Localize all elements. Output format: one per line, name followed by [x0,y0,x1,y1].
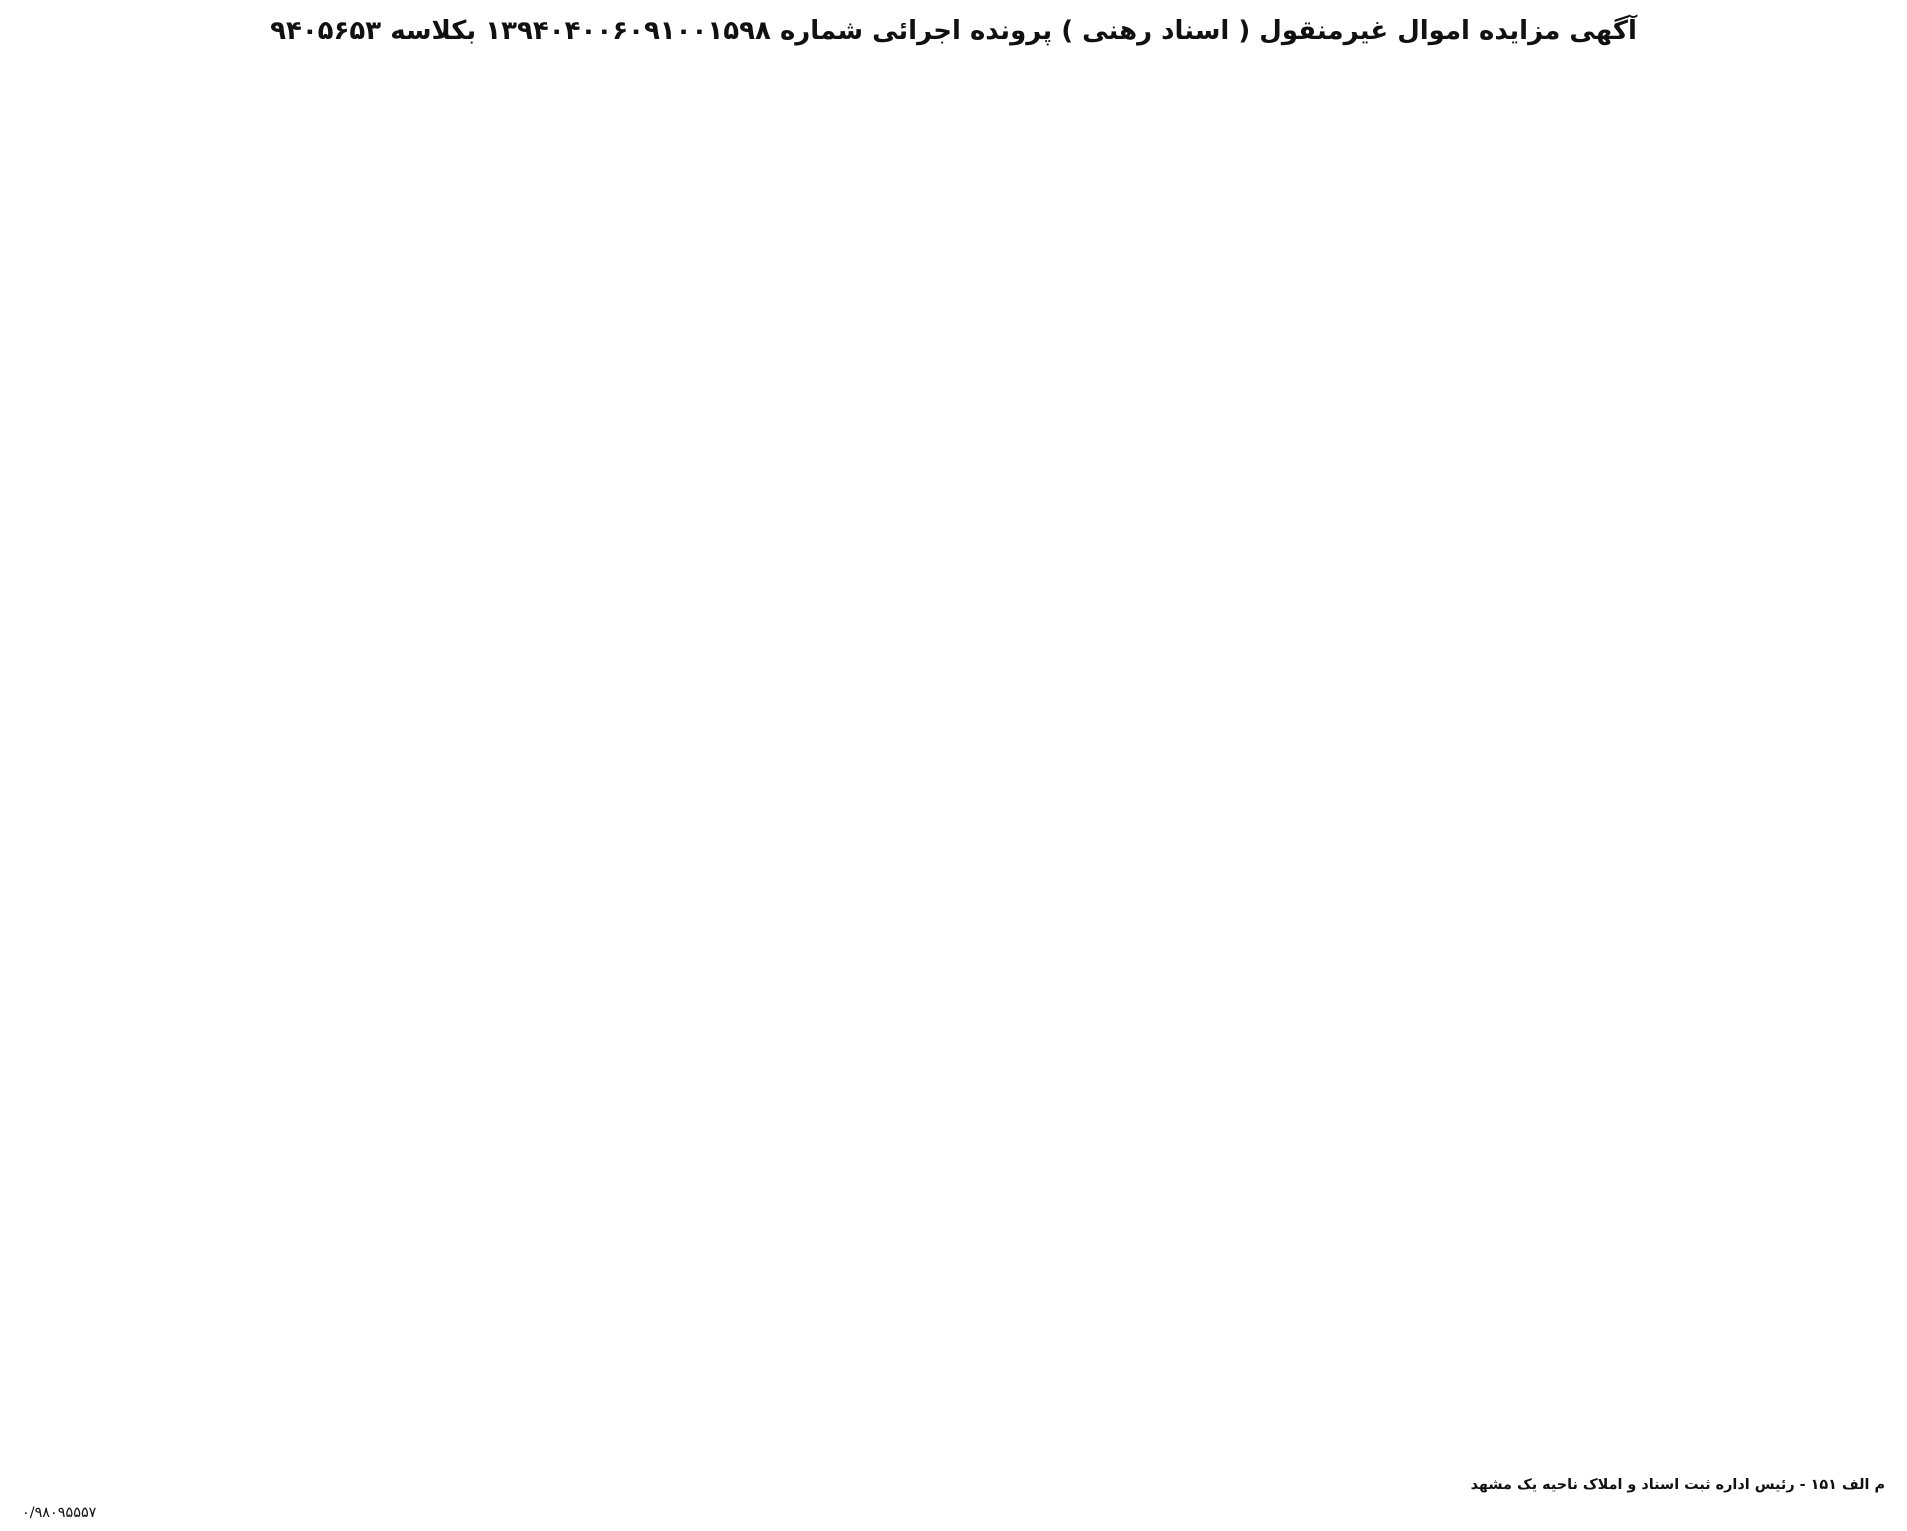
record-number: ۰/۹۸۰۹۵۵۵۷ [22,1505,97,1521]
notice-footer [22,1477,1885,1521]
notice-body-text [22,58,1885,1458]
notice-title: آگهی مزایده اموال غیرمنقول ( اسناد رهنی ) پرونده اجرائی شماره ۱۳۹۴۰۴۰۰۶۰۹۱۰۰۱۵۹۸ بکلاسه ۹۴۰۵۶۵۳ [270,16,1637,46]
issuer-signature-line: م الف ۱۵۱ - رئیس اداره ثبت اسناد و املاک ناحیه یک مشهد [1470,1477,1885,1493]
